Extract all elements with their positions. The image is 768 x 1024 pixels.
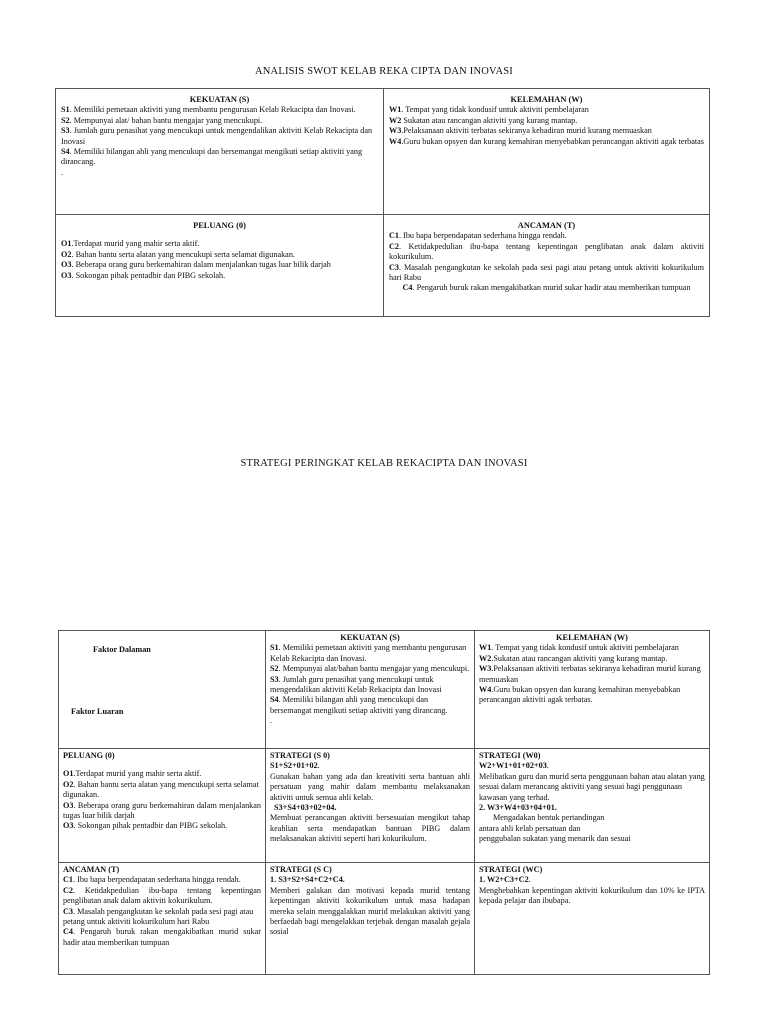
strategy-kekuatan-item: S2. Mempunyai alat/bahan bantu mengajar yang mencukupi. [270, 664, 470, 674]
faktor-cell [59, 631, 266, 749]
strategy-kelemahan-item: W2.Sukatan atau rancangan aktiviti yang kurang mantap. [479, 653, 668, 663]
strategy-st-formula: 1. S3+S2+S4+C2+C4. [270, 875, 345, 885]
strategy-ancaman-item: C1. Ibu bapa berpendapatan sederhana hingga rendah. [63, 875, 241, 885]
strategy-ancaman-item: C3. Masalah pengangkutan ke sekolah pada sesi pagi atau petang untuk aktiviti kokurikulum hari Rabu [63, 906, 254, 927]
kelemahan-item: W4.Guru bukan opsyen dan kurang kemahiran menyebabkan perancangan aktiviti agak terbatas [389, 136, 704, 146]
strategy-peluang-heading: PELUANG (0) [63, 751, 115, 760]
strategy-ancaman-heading: ANCAMAN (T) [63, 865, 120, 874]
peluang-cell [56, 215, 384, 317]
strategy-so-formula: S3+S4+03+02+04. [274, 803, 337, 813]
strategy-kekuatan-item: S1. Memiliki pemetaan aktiviti yang membantu pengurusan Kelab Rekacipta dan Inovasi. [270, 643, 467, 663]
ancaman-cell [384, 215, 710, 317]
strategy-kekuatan-item: S3. Jumlah guru penasihat yang mencukupi untuk mengendalikan aktiviti Kelab Rekacipta dan Inovasi [270, 674, 442, 695]
strategy-st-heading: STRATEGI (S C) [270, 865, 332, 874]
strategy-st-text: Memberi galakan dan motivasi kepada murid tentang kepentingan aktiviti kokurikulum untuk masa hadapan mereka selain menggalakkan murid melakukan aktiviti yang berfaedah bagi mengelakkan terjebak dengan masalah gejala sosial [270, 885, 470, 937]
kelemahan-cell [384, 89, 710, 215]
strategy-kelemahan-item: W3.Pelaksanaan aktiviti terbatas sekiranya kehadiran murid kurang memuaskan [479, 664, 701, 684]
strategy-kelemahan-item: W4.Guru bukan opsyen dan kurang kemahiran menyebabkan perancangan aktiviti agak terbatas. [479, 685, 681, 705]
strategy-kelemahan-heading: KELEMAHAN (W) [556, 633, 628, 642]
peluang-heading: PELUANG (0) [193, 221, 246, 230]
strategy-peluang-item: O2. Bahan bantu serta alatan yang mencukupi serta selamat digunakan. [63, 779, 259, 800]
strategy-wo-text: Mengadakan bentuk pertandingan [493, 813, 605, 823]
strategy-wo-formula: 2. W3+W4+03+04+01. [479, 803, 557, 813]
strategy-so-cell [266, 749, 475, 863]
strategy-kelemahan-item: W1. Tempat yang tidak kondusif untuk aktiviti pembelajaran [479, 643, 679, 653]
strategy-kekuatan-item: S4. Memiliki bilangan ahli yang mencukupi dan bersemangat mengikuti setiap aktiviti yang dirancang. [270, 695, 448, 715]
strategy-kelemahan-cell [475, 631, 710, 749]
peluang-item: O3. Sokongan pihak pentadbir dan PIBG sekolah. [61, 270, 226, 280]
strategy-kekuatan-trailing: . [270, 716, 273, 726]
strategy-wt-formula: 1. W2+C3+C2. [479, 875, 531, 885]
strategy-kekuatan-cell [266, 631, 475, 749]
strategy-peluang-item: O3. Sokongan pihak pentadbir dan PIBG sekolah. [63, 821, 228, 831]
strategy-ancaman-item: C4. Pengaruh buruk rakan mengakibatkan murid sukar hadir atau memberikan tumpuan [63, 927, 261, 947]
strategy-so-formula: S1+S2+01+02. [270, 761, 320, 771]
kekuatan-heading: KEKUATAN (S) [189, 95, 250, 104]
strategy-peluang-item: O3. Beberapa orang guru berkemahiran dalam menjalankan tugas luar bilik darjah [63, 800, 261, 821]
strategy-wo-text: Melibatkan guru dan murid serta penggunaan bahan atau alatan yang sesuai dalam merancang aktiviti yang sesuai bagi penggunaan kawasan yang terhad. [479, 771, 705, 802]
strategy-wo-heading: STRATEGI (W0) [479, 751, 541, 760]
strategy-wo-cell [475, 749, 710, 863]
peluang-item: O1.Terdapat murid yang mahir serta aktif. [61, 239, 200, 249]
kelemahan-item: W3.Pelaksanaan aktiviti terbatas sekiranya kehadiran murid kurang memuaskan [389, 126, 652, 136]
swot-title: ANALISIS SWOT KELAB REKA CIPTA DAN INOVASI [254, 66, 514, 77]
strategy-kekuatan-heading: KEKUATAN (S) [340, 633, 400, 642]
kekuatan-cell [56, 89, 384, 215]
ancaman-item: C1. Ibu bapa berpendapatan sederhana hingga rendah. [389, 231, 567, 241]
kekuatan-item: S2. Mempunyai alat/ bahan bantu mengajar yang mencukupi. [61, 115, 263, 125]
ancaman-item: C3. Masalah pengangkutan ke sekolah pada sesi pagi atau petang untuk aktiviti kokurikulum hari Rabu [389, 262, 704, 283]
kekuatan-trailing: . [61, 167, 64, 177]
strategy-wo-formula: W2+W1+01+02+03. [479, 761, 549, 771]
peluang-item: O3. Beberapa orang guru berkemahiran dalam menjalankan tugas luar bilik darjah [61, 260, 331, 270]
ancaman-heading: ANCAMAN (T) [517, 221, 576, 230]
kekuatan-item: S4. Memiliki bilangan ahli yang mencukupi dan bersemangat mengikuti setiap aktiviti yang dirancang. [61, 147, 363, 167]
kelemahan-item: W1. Tempat yang tidak kondusif untuk aktiviti pembelajaran [389, 105, 589, 115]
strategy-peluang-cell [59, 749, 266, 863]
strategy-wt-cell [475, 863, 710, 975]
faktor-luaran-label: Faktor Luaran [71, 707, 124, 717]
kekuatan-item: S1. Memiliki pemetaan aktiviti yang membantu pengurusan Kelab Rekacipta dan Inovasi. [61, 105, 356, 115]
strategy-table [58, 630, 710, 975]
strategy-title: STRATEGI PERINGKAT KELAB REKACIPTA DAN INOVASI [240, 458, 528, 469]
strategy-ancaman-item: C2. Ketidakpedulian ibu-bapa tentang kepentingan penglibatan anak dalam aktiviti kokurikulum. [63, 885, 261, 906]
strategy-so-text: Gunakan bahan yang ada dan kreativiti serta bantuan ahli persatuan yang mahir dalam membantu melaksanakan aktiviti untuk semua ahli kelab. [270, 771, 470, 802]
ancaman-item: C2. Ketidakpedulian ibu-bapa tentang kepentingan penglibatan anak dalam aktiviti kokurikulum. [389, 241, 704, 262]
strategy-wo-text: penggubalan sukatan yang menarik dan sesuai [479, 834, 631, 844]
strategy-wo-text: antara ahli kelab persatuan dan [479, 823, 581, 833]
kekuatan-item: S3. Jumlah guru penasihat yang mencukupi untuk mengendalikan aktiviti Kelab Rekacipta dan Inovasi [61, 126, 373, 146]
strategy-ancaman-cell [59, 863, 266, 975]
strategy-peluang-item: O1.Terdapat murid yang mahir serta aktif. [63, 769, 202, 779]
ancaman-item: C4. Pengaruh buruk rakan mengakibatkan murid sukar hadir atau memberikan tumpuan [402, 283, 691, 293]
swot-table [55, 88, 710, 317]
faktor-dalaman-label: Faktor Dalaman [93, 645, 151, 654]
kelemahan-heading: KELEMAHAN (W) [510, 95, 583, 104]
peluang-item: O2. Bahan bantu serta alatan yang mencukupi serta selamat digunakan. [61, 249, 295, 259]
strategy-so-heading: STRATEGI (S 0) [270, 751, 330, 760]
strategy-so-text: Membuat perancangan aktiviti bersesuaian mengikut tahap keahlian serta mendapatkan bantuan PIBG dalam melaksanakan aktiviti seperti hari kokurikulum. [270, 813, 470, 844]
strategy-wt-heading: STRATEGI (WC) [479, 865, 543, 874]
kelemahan-item: W2 Sukatan atau rancangan aktiviti yang kurang mantap. [389, 115, 578, 125]
strategy-st-cell [266, 863, 475, 975]
strategy-wt-text: Menghebahkan kepentingan aktiviti kokurikulum dan 10% ke IPTA kepada pelajar dan ibubapa. [479, 885, 705, 906]
